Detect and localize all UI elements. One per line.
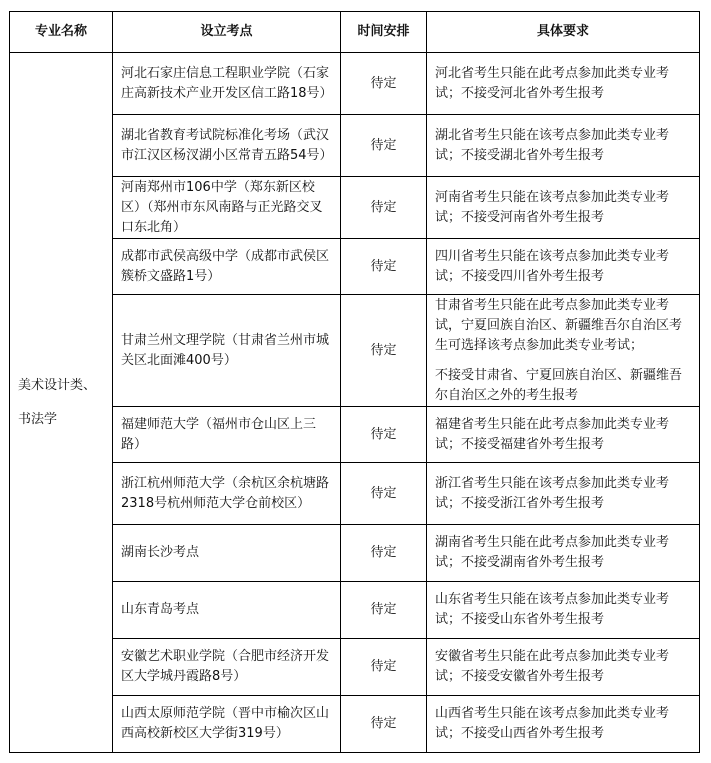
site-cell: 安徽艺术职业学院（合肥市经济开发区大学城丹霞路8号）: [113, 639, 341, 696]
table-row: [10, 295, 700, 407]
time-cell: 待定: [341, 53, 427, 115]
time-cell: 待定: [341, 407, 427, 463]
requirement-cell: 湖北省考生只能在该考点参加此类专业考试；不接受湖北省外考生报考: [427, 115, 700, 177]
time-cell: 待定: [341, 525, 427, 582]
requirement-cell: 安徽省考生只能在此考点参加此类专业考试；不接受安徽省外考生报考: [427, 639, 700, 696]
site-cell: 山西太原师范学院（晋中市榆次区山西高校新校区大学街319号）: [113, 696, 341, 753]
table-row: [10, 177, 700, 239]
major-name-line2: 书法学: [18, 411, 58, 427]
requirement-cell: 浙江省考生只能在该考点参加此类专业考试；不接受浙江省外考生报考: [427, 463, 700, 525]
time-cell: 待定: [341, 239, 427, 295]
requirement-cell: 山东省考生只能在该考点参加此类专业考试；不接受山东省外考生报考: [427, 582, 700, 639]
time-cell: 待定: [341, 582, 427, 639]
table-row: [10, 53, 700, 115]
table-row: [10, 639, 700, 696]
requirement-text: 甘肃省考生只能在此考点参加此类专业考试，宁夏回族自治区、新疆维吾尔自治区考生可选择该考点参加此类专业考试；: [435, 297, 683, 353]
header-row: [10, 12, 700, 53]
time-cell: 待定: [341, 639, 427, 696]
requirement-cell: 河北省考生只能在此考点参加此类专业考试；不接受河北省外考生报考: [427, 53, 700, 115]
header-major: 专业名称: [10, 12, 113, 53]
table-row: [10, 407, 700, 463]
requirement-cell: 福建省考生只能在此考点参加此类专业考试；不接受福建省外考生报考: [427, 407, 700, 463]
requirement-cell: 河南省考生只能在该考点参加此类专业考试；不接受河南省外考生报考: [427, 177, 700, 239]
requirement-cell: 湖南省考生只能在此考点参加此类专业考试；不接受湖南省外考生报考: [427, 525, 700, 582]
table-row: [10, 239, 700, 295]
site-cell: 河北石家庄信息工程职业学院（石家庄高新技术产业开发区信工路18号）: [113, 53, 341, 115]
site-cell: 成都市武侯高级中学（成都市武侯区簇桥文盛路1号）: [113, 239, 341, 295]
header-requirements: 具体要求: [427, 12, 700, 53]
requirement-cell: 四川省考生只能在该考点参加此类专业考试；不接受四川省外考生报考: [427, 239, 700, 295]
requirement-text-2: 不接受甘肃省、宁夏回族自治区、新疆维吾尔自治区之外的考生报考: [435, 367, 683, 403]
major-name-cell: [10, 53, 113, 753]
major-name-line1: 美术设计类、: [18, 377, 97, 393]
time-cell: 待定: [341, 177, 427, 239]
paragraph-gap: [435, 356, 691, 366]
table-row: [10, 463, 700, 525]
requirement-cell: 山西省考生只能在该考点参加此类专业考试；不接受山西省外考生报考: [427, 696, 700, 753]
site-cell: 湖南长沙考点: [113, 525, 341, 582]
requirement-cell: [427, 295, 700, 407]
header-site: 设立考点: [113, 12, 341, 53]
time-cell: 待定: [341, 463, 427, 525]
site-cell: 甘肃兰州文理学院（甘肃省兰州市城关区北面滩400号）: [113, 295, 341, 407]
site-cell: 福建师范大学（福州市仓山区上三路）: [113, 407, 341, 463]
exam-site-table: [9, 11, 700, 753]
table-row: [10, 696, 700, 753]
header-time: 时间安排: [341, 12, 427, 53]
time-cell: 待定: [341, 295, 427, 407]
time-cell: 待定: [341, 115, 427, 177]
site-cell: 河南郑州市106中学（郑东新区校区）（郑州市东风南路与正光路交叉口东北角）: [113, 177, 341, 239]
site-cell: 湖北省教育考试院标准化考场（武汉市江汉区杨汊湖小区常青五路54号）: [113, 115, 341, 177]
time-cell: 待定: [341, 696, 427, 753]
table-row: [10, 115, 700, 177]
site-cell: 浙江杭州师范大学（余杭区余杭塘路2318号杭州师范大学仓前校区）: [113, 463, 341, 525]
site-cell: 山东青岛考点: [113, 582, 341, 639]
table-row: [10, 525, 700, 582]
table-row: [10, 582, 700, 639]
